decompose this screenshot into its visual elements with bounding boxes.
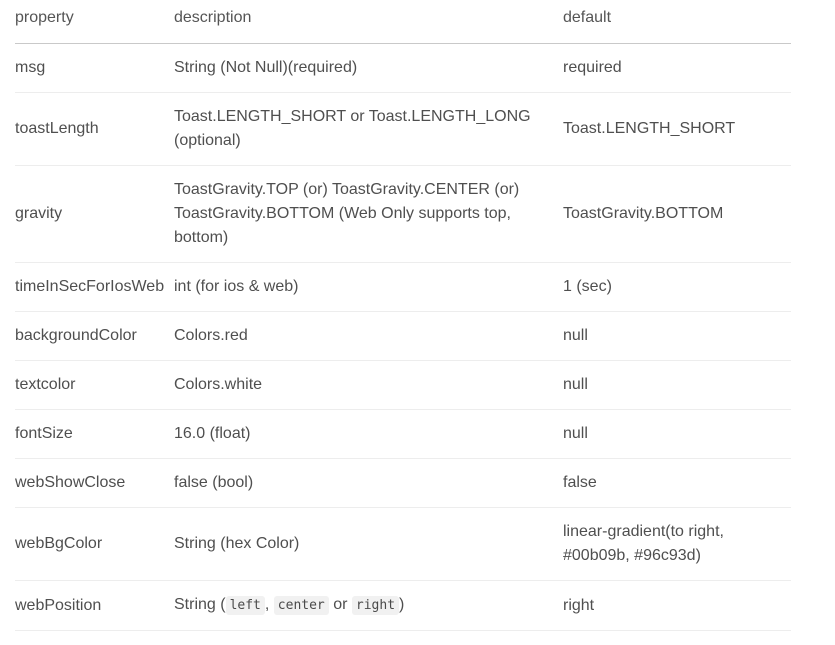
- cell-description: [174, 581, 563, 631]
- cell-default: null: [563, 312, 791, 361]
- table-row: [15, 166, 791, 263]
- cell-description: 16.0 (float): [174, 410, 563, 459]
- table-body: [15, 44, 791, 631]
- description-suffix: ): [399, 596, 405, 613]
- header-row: [15, 0, 791, 44]
- table-header: [15, 0, 791, 44]
- cell-default: linear-gradient(to right, #00b09b, #96c93d): [563, 508, 791, 581]
- cell-default: false: [563, 459, 791, 508]
- cell-property: fontSize: [15, 410, 174, 459]
- table-row: [15, 312, 791, 361]
- cell-property: webShowClose: [15, 459, 174, 508]
- cell-description: ToastGravity.TOP (or) ToastGravity.CENTER (or) ToastGravity.BOTTOM (Web Only supports top, bottom): [174, 166, 563, 263]
- table-row: [15, 459, 791, 508]
- code-right: right: [352, 596, 399, 615]
- description-sep: ,: [264, 596, 270, 613]
- cell-property: timeInSecForIosWeb: [15, 263, 174, 312]
- cell-default: ToastGravity.BOTTOM: [563, 166, 791, 263]
- table-row: [15, 263, 791, 312]
- cell-default: 1 (sec): [563, 263, 791, 312]
- table-row: [15, 93, 791, 166]
- cell-property: msg: [15, 44, 174, 93]
- header-default: default: [563, 0, 791, 44]
- cell-property: textcolor: [15, 361, 174, 410]
- cell-property: webBgColor: [15, 508, 174, 581]
- cell-description: Colors.white: [174, 361, 563, 410]
- cell-default: Toast.LENGTH_SHORT: [563, 93, 791, 166]
- cell-description: int (for ios & web): [174, 263, 563, 312]
- table-row: [15, 44, 791, 93]
- description-prefix: String (: [174, 596, 226, 613]
- cell-default: required: [563, 44, 791, 93]
- table-row: [15, 361, 791, 410]
- cell-description: String (Not Null)(required): [174, 44, 563, 93]
- cell-default: null: [563, 410, 791, 459]
- cell-property: toastLength: [15, 93, 174, 166]
- description-or: or: [333, 596, 348, 613]
- code-center: center: [274, 596, 329, 615]
- cell-default: null: [563, 361, 791, 410]
- cell-description: false (bool): [174, 459, 563, 508]
- header-description: description: [174, 0, 563, 44]
- header-property: property: [15, 0, 174, 44]
- cell-description: String (hex Color): [174, 508, 563, 581]
- table-row: [15, 581, 791, 631]
- properties-table-container: [15, 0, 791, 631]
- cell-property: webPosition: [15, 581, 174, 631]
- table-row: [15, 410, 791, 459]
- cell-property: backgroundColor: [15, 312, 174, 361]
- cell-description: Toast.LENGTH_SHORT or Toast.LENGTH_LONG (optional): [174, 93, 563, 166]
- code-left: left: [226, 596, 265, 615]
- table-row: [15, 508, 791, 581]
- properties-table: [15, 0, 791, 631]
- cell-default: right: [563, 581, 791, 631]
- cell-description: Colors.red: [174, 312, 563, 361]
- cell-property: gravity: [15, 166, 174, 263]
